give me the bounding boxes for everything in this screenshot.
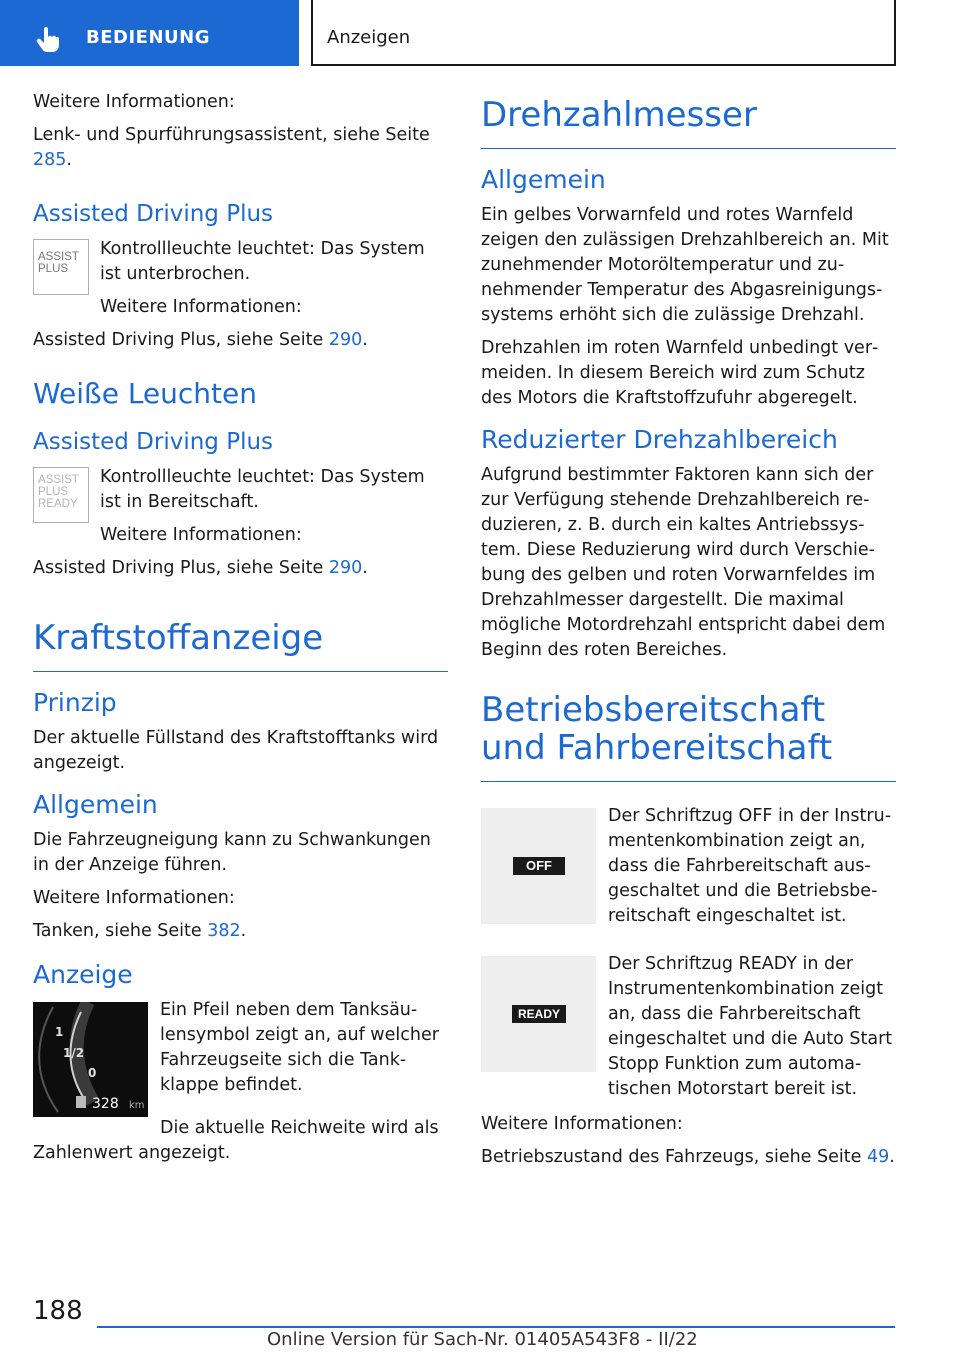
page-link-290-a[interactable]: 290 — [328, 330, 363, 350]
page-link-382[interactable]: 382 — [207, 921, 241, 941]
ready-display-image — [481, 956, 596, 1072]
section-tab-bedienung[interactable] — [0, 0, 299, 66]
tanken-reference: Tanken, siehe Seite 382. — [33, 921, 247, 941]
fuel-gauge-image — [33, 1002, 148, 1117]
hand-pointer-icon — [34, 24, 64, 54]
heading-assisted-driving-plus-1: Assisted Driving Plus — [33, 201, 274, 227]
betriebszustand-reference: Betriebszustand des Fahrzeugs, siehe Seite 49. — [481, 1147, 895, 1167]
off-display-row — [481, 804, 896, 952]
adp-ready-reference: Assisted Driving Plus, siehe Seite 290. — [33, 558, 368, 578]
ready-text: Der Schriftzug READY in der Instrumentenkombination zeigt an, dass die Fahrbereitschaft eingeschaltet und die Auto Start Stopp Funktion zum automatischen Motorstart bereit ist. — [608, 954, 893, 1099]
heading-reduzierter-drehzahlbereich: Reduzierter Drehzahlbereich — [481, 425, 838, 454]
anzeige-text-1: Ein Pfeil neben dem Tanksäulensymbol zeigt an, auf welcher Fahrzeugseite sich die Tankklappe befindet. — [160, 1000, 439, 1095]
page-link-285[interactable]: 285 — [33, 150, 67, 170]
fuel-pump-icon — [76, 1096, 86, 1108]
heading-weisse-leuchten: Weiße Leuchten — [33, 377, 257, 410]
assist-plus-ready-indicator-icon: ASSIST PLUS READY — [33, 467, 89, 523]
heading-betriebsbereitschaft: Betriebsbereitschaft und Fahrbereitschaft — [481, 691, 896, 782]
lane-assist-reference: Lenk- und Spurführungsassistent, siehe Seite 285. — [33, 125, 430, 170]
page-header — [0, 0, 960, 66]
right-column — [481, 90, 896, 1178]
anzeige-text-2: Die aktuelle Reichweite wird als Zahlenwert angezeigt. — [33, 1118, 439, 1163]
more-info-label: Weitere Informationen: — [33, 92, 235, 112]
heading-assisted-driving-plus-2: Assisted Driving Plus — [33, 429, 274, 455]
drehzahl-allgemein-p1: Ein gelbes Vorwarnfeld und rotes Warnfeld zeigen den zulässigen Drehzahlbereich an. Mit zunehmender Motoröltemperatur und zunehmender Temperatur des Abgasreinigungssystems erhöht sich die zulässige Drehzahl. — [481, 205, 889, 325]
gauge-label-empty: 0 — [88, 1066, 97, 1080]
adp-interrupted-more: Weitere Informationen: — [100, 297, 302, 317]
adp-ready-text: Kontrollleuchte leuchtet: Das System ist in Bereitschaft. — [100, 467, 425, 512]
gauge-range-unit: km — [129, 1100, 145, 1111]
allgemein-left-text: Die Fahrzeugneigung kann zu Schwankungen in der Anzeige führen. — [33, 830, 431, 875]
footer-online-version[interactable]: Online Version für Sach-Nr. 01405A543F8 - II/22 — [267, 1329, 698, 1350]
heading-allgemein-left: Allgemein — [33, 790, 158, 819]
fuel-gauge-graphic — [33, 1002, 148, 1117]
off-text: Der Schriftzug OFF in der Instrumentenkombination zeigt an, dass die Fahrbereitschaft ausgeschaltet und die Betriebsbereitschaft eingeschaltet ist. — [608, 806, 892, 926]
heading-drehzahlmesser: Drehzahlmesser — [481, 96, 896, 149]
page-number: 188 — [33, 1296, 83, 1326]
allgemein-left-more: Weitere Informationen: — [33, 888, 235, 908]
ready-tag: READY — [512, 1005, 566, 1023]
off-display-image — [481, 808, 596, 924]
gauge-range-value: 328 — [92, 1096, 119, 1112]
adp-interrupted-reference: Assisted Driving Plus, siehe Seite 290. — [33, 330, 368, 350]
page-link-290-b[interactable]: 290 — [328, 558, 363, 578]
gauge-label-full: 1 — [55, 1025, 64, 1039]
heading-prinzip: Prinzip — [33, 688, 117, 717]
betrieb-more: Weitere Informationen: — [481, 1114, 683, 1134]
drehzahl-allgemein-p2: Drehzahlen im roten Warnfeld unbedingt vermeiden. In diesem Bereich wird zum Schutz des Motors die Kraftstoffzufuhr abgeregelt. — [481, 338, 879, 408]
heading-kraftstoffanzeige: Kraftstoffanzeige — [33, 619, 448, 672]
off-tag: OFF — [513, 857, 565, 875]
page-link-49[interactable]: 49 — [866, 1147, 890, 1167]
left-column — [33, 90, 448, 1174]
gauge-label-half: 1/2 — [63, 1046, 85, 1060]
chapter-tab-anzeigen[interactable] — [311, 0, 896, 66]
footer-divider — [97, 1326, 895, 1328]
heading-allgemein-right: Allgemein — [481, 165, 606, 194]
fuel-gauge-row — [33, 998, 448, 1118]
heading-anzeige: Anzeige — [33, 960, 133, 989]
prinzip-text: Der aktuelle Füllstand des Kraftstofftanks wird angezeigt. — [33, 728, 439, 773]
ready-display-row — [481, 952, 896, 1112]
adp-ready-more: Weitere Informationen: — [100, 525, 302, 545]
chapter-label: Anzeigen — [327, 27, 411, 48]
reduziert-text: Aufgrund bestimmter Faktoren kann sich der zur Verfügung stehende Drehzahlbereich reduzieren, z. B. durch ein kaltes Antriebssystem. Diese Reduzierung wird durch Verschiebung des gelben und roten Vorwarnfeldes im Drehzahlmesser dargestellt. Die maximal mögliche Motordrehzahl entspricht dabei dem Beginn des roten Bereiches. — [481, 465, 886, 660]
adp-interrupted-row — [33, 237, 448, 320]
section-label: BEDIENUNG — [86, 27, 210, 48]
adp-interrupted-text: Kontrollleuchte leuchtet: Das System ist unterbrochen. — [100, 239, 425, 284]
adp-ready-row — [33, 465, 448, 548]
assist-plus-indicator-icon: ASSIST PLUS — [33, 239, 89, 295]
